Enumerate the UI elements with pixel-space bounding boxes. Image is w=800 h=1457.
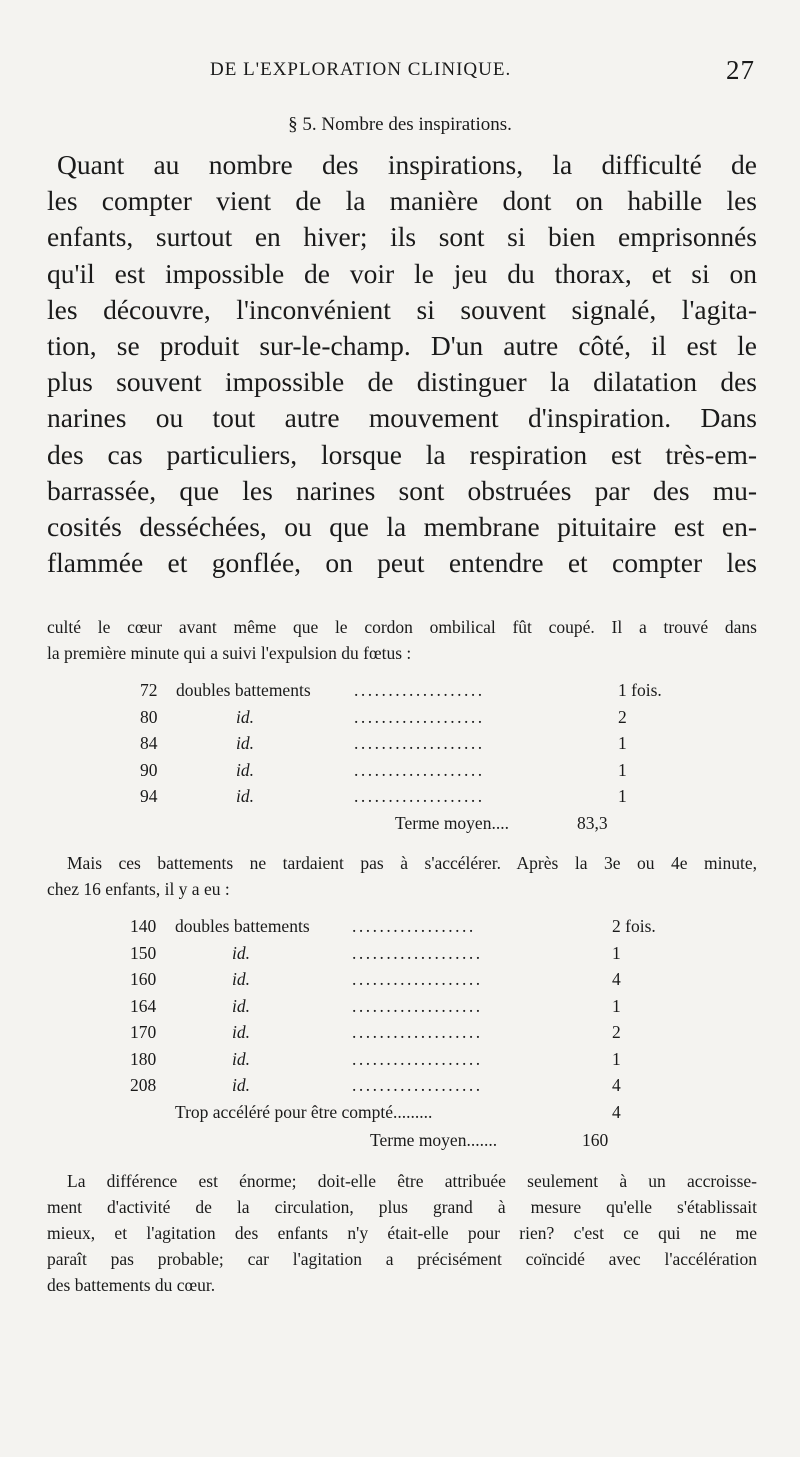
count-value: 1 — [618, 759, 627, 780]
note-line: Mais ces battements ne tardaient pas à s'accélérer. Après la 3e ou 4e minute, — [67, 853, 757, 873]
count-value: 1 — [612, 995, 621, 1016]
table-row — [140, 760, 680, 787]
count-value: 1 — [612, 1048, 621, 1069]
note-line: paraît pas probable; car l'agitation a précisément coïncidé avec l'accélération — [47, 1249, 757, 1269]
beats-value: 150 — [130, 942, 157, 963]
main-paragraph — [47, 147, 757, 581]
note-line: des battements du cœur. — [47, 1275, 216, 1295]
note-middle — [47, 850, 757, 902]
extra-value: 4 — [612, 1101, 621, 1122]
dot-leader: ................... — [352, 1048, 483, 1069]
beats-value: 180 — [130, 1048, 157, 1069]
note-line: chez 16 enfants, il y a eu : — [47, 879, 230, 899]
paragraph-line: cosités desséchées, ou que la membrane pituitaire est en- — [47, 510, 757, 542]
dot-leader: ................... — [354, 759, 485, 780]
paragraph-line: plus souvent impossible de distinguer la dilatation des — [47, 366, 757, 398]
beats-value: 208 — [130, 1075, 157, 1095]
count-value: 2 fois. — [612, 916, 656, 936]
beats-value: 84 — [140, 733, 158, 753]
beats-value: 170 — [130, 1022, 157, 1042]
row-label: id. — [232, 1048, 250, 1069]
paragraph-line: Quant au nombre des inspirations, la difficulté de — [57, 149, 757, 180]
table-total-row — [140, 813, 680, 841]
paragraph-line: des cas particuliers, lorsque la respiration est très-em- — [47, 438, 757, 470]
count-value: 2 — [618, 706, 627, 727]
table-row — [130, 1049, 690, 1076]
beats-value: 90 — [140, 759, 158, 780]
paragraph-line: barrassée, que les narines sont obstruées par des mu- — [47, 474, 757, 506]
row-label: id. — [236, 733, 254, 753]
dot-leader: ................... — [354, 733, 485, 753]
running-header — [210, 55, 755, 85]
row-label: id. — [236, 786, 254, 806]
table-row — [140, 707, 680, 734]
paragraph-line: les compter vient de la manière dont on habille les — [47, 185, 757, 217]
heartbeat-table-first-minute — [140, 680, 680, 841]
beats-value: 80 — [140, 706, 158, 727]
table-row — [130, 1075, 690, 1102]
beats-value: 140 — [130, 916, 157, 936]
note-line: mieux, et l'agitation des enfants n'y était-elle pour rien? c'est ce qui ne me — [47, 1223, 757, 1243]
paragraph-line: enfants, surtout en hiver; ils sont si bien emprisonnés — [47, 221, 757, 253]
extra-label: Trop accéléré pour être compté......... — [175, 1101, 433, 1122]
table-row — [130, 943, 690, 970]
dot-leader: ................... — [354, 680, 485, 700]
note-line: la première minute qui a suivi l'expulsion du fœtus : — [47, 643, 412, 663]
total-label: Terme moyen....... — [370, 1129, 498, 1150]
paragraph-line: narines ou tout autre mouvement d'inspiration. Dans — [47, 402, 757, 434]
dot-leader: ................... — [352, 995, 483, 1016]
row-label: doubles battements — [175, 916, 310, 936]
beats-value: 72 — [140, 680, 158, 700]
dot-leader: ................... — [352, 969, 483, 989]
paragraph-line: les découvre, l'inconvénient si souvent signalé, l'agita- — [47, 293, 757, 325]
row-label: id. — [236, 759, 254, 780]
row-label: doubles battements — [176, 680, 311, 700]
total-label: Terme moyen.... — [395, 812, 509, 833]
note-line: culté le cœur avant même que le cordon ombilical fût coupé. Il a trouvé dans — [47, 617, 757, 637]
table-row — [140, 786, 680, 813]
paragraph-line: flammée et gonflée, on peut entendre et compter les — [47, 547, 757, 579]
note-line: ment d'activité de la circulation, plus grand à mesure qu'elle s'établissait — [47, 1197, 757, 1217]
total-value: 83,3 — [577, 812, 608, 833]
row-label: id. — [232, 942, 250, 963]
count-value: 1 — [618, 733, 627, 753]
row-label: id. — [232, 995, 250, 1016]
beats-value: 160 — [130, 969, 157, 989]
table-row — [130, 1022, 690, 1049]
row-label: id. — [232, 1022, 250, 1042]
table-row — [130, 916, 690, 943]
dot-leader: ................... — [354, 786, 485, 806]
running-title: DE L'EXPLORATION CLINIQUE. — [210, 59, 512, 80]
dot-leader: ................... — [352, 1022, 483, 1042]
paragraph-line: qu'il est impossible de voir le jeu du thorax, et si on — [47, 257, 757, 289]
dot-leader: ................... — [354, 706, 485, 727]
table-row — [140, 733, 680, 760]
table-row — [130, 996, 690, 1023]
dot-leader: .................. — [352, 916, 476, 936]
paragraph-line: tion, se produit sur-le-champ. D'un autre côté, il est le — [47, 329, 757, 361]
beats-value: 94 — [140, 786, 158, 806]
dot-leader: ................... — [352, 942, 483, 963]
count-value: 2 — [612, 1022, 621, 1042]
row-label: id. — [232, 1075, 250, 1095]
table-row — [140, 680, 680, 707]
beats-value: 164 — [130, 995, 157, 1016]
table-total-row — [130, 1130, 690, 1158]
section-title: § 5. Nombre des inspirations. — [288, 114, 512, 135]
count-value: 1 fois. — [618, 680, 662, 700]
count-value: 4 — [612, 1075, 621, 1095]
table-extra-row — [130, 1102, 690, 1130]
table-row — [130, 969, 690, 996]
page-number: 27 — [726, 55, 755, 85]
dot-leader: ................... — [352, 1075, 483, 1095]
note-final — [47, 1168, 757, 1298]
note-line: La différence est énorme; doit-elle être attribuée seulement à un accroisse- — [67, 1171, 757, 1191]
heartbeat-table-after-minutes — [130, 916, 690, 1158]
row-label: id. — [232, 969, 250, 989]
note-intro — [47, 614, 757, 666]
count-value: 1 — [618, 786, 627, 806]
total-value: 160 — [582, 1129, 609, 1150]
count-value: 1 — [612, 942, 621, 963]
row-label: id. — [236, 706, 254, 727]
count-value: 4 — [612, 969, 621, 989]
